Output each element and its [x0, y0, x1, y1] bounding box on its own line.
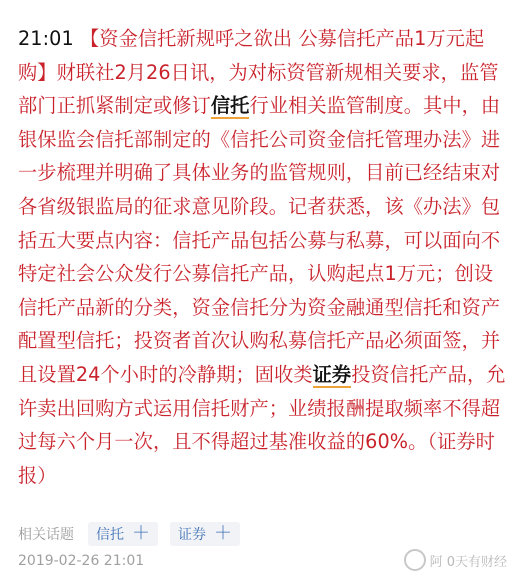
related-topics — [18, 519, 252, 549]
post-body — [18, 22, 508, 492]
topic-chip-label: 信托 — [96, 527, 124, 543]
post-text-part-2: 行业相关监管制度。其中，由银保监会信托部制定的《信托公司资金信托管理办法》进一步梳理并明确了具体业务的监管规则，目前已经结束对各省级银监局的征求意见阶段。记者获悉，该《办法》包括五大要点内容：信托产品包括公募与私募，可以面向不特定社会公众发行公募信托产品，认购起点1万元；创设信托产品新的分类，资金信托分为资金融通型信托和资产配置型信托；投资者首次认购私募信托产品必须面签，并且设置24个小时的冷静期；固收类 — [18, 94, 501, 386]
watermark — [404, 549, 507, 571]
post-text-part-1: 财联社2月26日讯，为对标资管新规相关要求，监管部门正抓紧制定或修订 — [18, 60, 499, 118]
topic-chip-label: 证券 — [178, 527, 206, 543]
topic-chip-trust[interactable] — [88, 522, 158, 546]
post-text-part-3: 投资信托产品，允许卖出回购方式运用信托财产；业绩报酬提取频率不得超过每六个月一次，且不得超过基准收益的60%。（证券时报） — [18, 362, 506, 487]
post-timestamp: 2019-02-26 21:01 — [18, 553, 145, 569]
keyword-link-trust[interactable]: 信托 — [210, 94, 250, 118]
watermark-text: 阿 0天有财经 — [429, 554, 507, 570]
related-topics-label: 相关话题 — [18, 527, 74, 543]
post-time: 21:01 — [18, 27, 74, 50]
plus-icon[interactable]: ＋ — [214, 523, 232, 544]
plus-icon[interactable]: ＋ — [132, 523, 150, 544]
keyword-link-securities[interactable]: 证券 — [312, 362, 352, 386]
watermark-logo-icon — [404, 549, 426, 571]
post-title: 【资金信托新规呼之欲出 公募信托产品1万元起购】 — [18, 27, 485, 84]
topic-chip-securities[interactable] — [170, 522, 240, 546]
